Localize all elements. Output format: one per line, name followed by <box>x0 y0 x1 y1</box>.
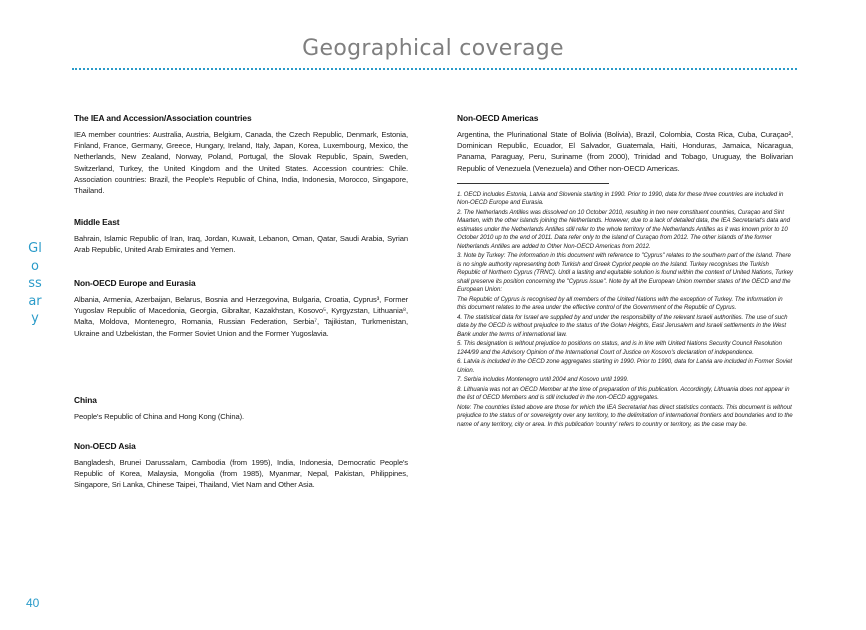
region-heading: Non-OECD Europe and Eurasia <box>74 278 196 288</box>
region-asia <box>74 441 408 501</box>
region-americas <box>457 113 793 174</box>
page-title: Geographical coverage <box>302 36 564 61</box>
footnote: 8. Lithuania was not an OECD Member at the time of preparation of this publication. Accordingly, Lithuania does not appear in the list of OECD Members and is still included in the non-OECD aggregates. <box>457 385 790 402</box>
page-number: 40 <box>26 596 40 610</box>
region-china <box>74 395 408 441</box>
region-europe-eurasia <box>74 278 408 395</box>
footnote: 3. Note by Turkey: The information in this document with reference to "Cyprus" relates to the southern part of the Island. There is no single authority representing both Turkish and Greek Cypriot people on the Island. Turkey recognises the Turkish Republic of Northern Cyprus (TRNC). Until a lasting and equitable solution is found within the context of United Nations, Turkey shall preserve its position concerning the "Cyprus issue". Note by all the European Union member states of the OECD and the European Union: <box>457 252 793 294</box>
footnote-list <box>457 191 793 430</box>
region-middle-east <box>74 217 408 278</box>
region-text: Bahrain, Islamic Republic of Iran, Iraq, Jordan, Kuwait, Lebanon, Oman, Qatar, Saudi Arabia, Syrian Arab Republic, United Arab Emirates and Yemen. <box>74 234 408 255</box>
region-heading: Middle East <box>74 217 120 227</box>
footnote: Note: The countries listed above are those for which the IEA Secretariat has direct statistics contacts. This document is without prejudice to the status of or sovereignty over any territory, to the delimitation of international frontiers and boundaries and to the name of any territory, city or area. In this publication 'country' refers to country or territory, as the case may be. <box>457 403 793 428</box>
region-text: Albania, Armenia, Azerbaijan, Belarus, Bosnia and Herzegovina, Bulgaria, Croatia, Cyprus³, Former Yugoslav Republic of Macedonia, Georgia, Gibraltar, Kazakhstan, Kosovo⁵, Kyrgyzstan, Lithuania⁸, Malta, Moldova, Montenegro, Romania, Russian Federation, Serbia⁷, Tajikistan, Turkmenistan, Ukraine and Uzbekistan, the Former Soviet Union and the Former Yugoslavia. <box>74 295 408 338</box>
region-text: People's Republic of China and Hong Kong (China). <box>74 412 245 421</box>
region-heading: Non-OECD Americas <box>457 113 539 123</box>
region-iea <box>74 113 408 217</box>
footnote: The Republic of Cyprus is recognised by all members of the United Nations with the exception of Turkey. The information in this document relates to the area under the effective control of the Government of the Republic of Cyprus. <box>457 295 783 312</box>
region-text: Bangladesh, Brunei Darussalam, Cambodia (from 1995), India, Indonesia, Democratic People's Republic of Korea, Malaysia, Mongolia (from 1985), Myanmar, Nepal, Pakistan, Philippines, Singapore, Sri Lanka, Chinese Taipei, Thailand, Viet Nam and Other Asia. <box>74 458 408 490</box>
footnote: 4. The statistical data for Israel are supplied by and under the responsibility of the relevant Israeli authorities. The use of such data by the OECD is without prejudice to the status of the Golan Heights, East Jerusalem and Israeli settlements in the West Bank under the terms of international law. <box>457 313 788 338</box>
region-text: IEA member countries: Australia, Austria, Belgium, Canada, the Czech Republic, Denmark, Estonia, Finland, France, Germany, Greece, Hungary, Ireland, Italy, Japan, Korea, Luxembourg, Mexico, the Netherlands, New Zealand, Norway, Poland, Portugal, the Slovak Republic, Spain, Sweden, Switzerland, Turkey, the United Kingdom and the United States. Accession countries: Chile. Association countries: Brazil, the People's Republic of China, India, Indonesia, Morocco, Singapore, Thailand. <box>74 130 408 196</box>
footnote: 2. The Netherlands Antilles was dissolved on 10 October 2010, resulting in two new constituent countries, Curaçao and Sint Maarten, with the other islands joining the Netherlands. However, due to a lack of detailed data, the IEA Secretariat's data and estimates under the Netherlands Antilles still refer to the whole territory of the Netherlands Antilles as it was known prior to 10 October 2010 up to the end of 2011. Data refer only to the island of Curaçao from 2012. The other islands of the former Netherlands Antilles are added to Other Non-OECD Americas from 2012. <box>457 208 790 250</box>
left-column <box>74 113 408 501</box>
title-divider <box>72 68 797 70</box>
footnote-divider <box>457 183 609 184</box>
glossary-side-label: Glossary <box>28 241 42 326</box>
region-heading: The IEA and Accession/Association countries <box>74 113 252 123</box>
right-column <box>457 113 793 430</box>
region-heading: China <box>74 395 97 405</box>
footnote: 6. Latvia is included in the OECD zone aggregates starting in 1990. Prior to 1990, data for Latvia are included in Former Soviet Union. <box>457 358 793 374</box>
footnote: 1. OECD includes Estonia, Latvia and Slovenia starting in 1990. Prior to 1990, data for these three countries are included in Non-OECD Europe and Eurasia. <box>457 190 784 207</box>
footnote: 5. This designation is without prejudice to positions on status, and is in line with United Nations Security Council Resolution 1244/99 and the Advisory Opinion of the International Court of Justice on Kosovo's declaration of independence. <box>457 340 782 356</box>
region-text: Argentina, the Plurinational State of Bolivia (Bolivia), Brazil, Colombia, Costa Rica, Cuba, Curaçao², Dominican Republic, Ecuador, El Salvador, Guatemala, Haiti, Honduras, Jamaica, Nicaragua, Panama, Paraguay, Peru, Suriname (from 2000), Trinidad and Tobago, Uruguay, the Bolivarian Republic of Venezuela (Venezuela) and Other non-OECD Americas. <box>457 130 793 173</box>
footnote: 7. Serbia includes Montenegro until 2004 and Kosovo until 1999. <box>457 376 629 384</box>
region-heading: Non-OECD Asia <box>74 441 136 451</box>
